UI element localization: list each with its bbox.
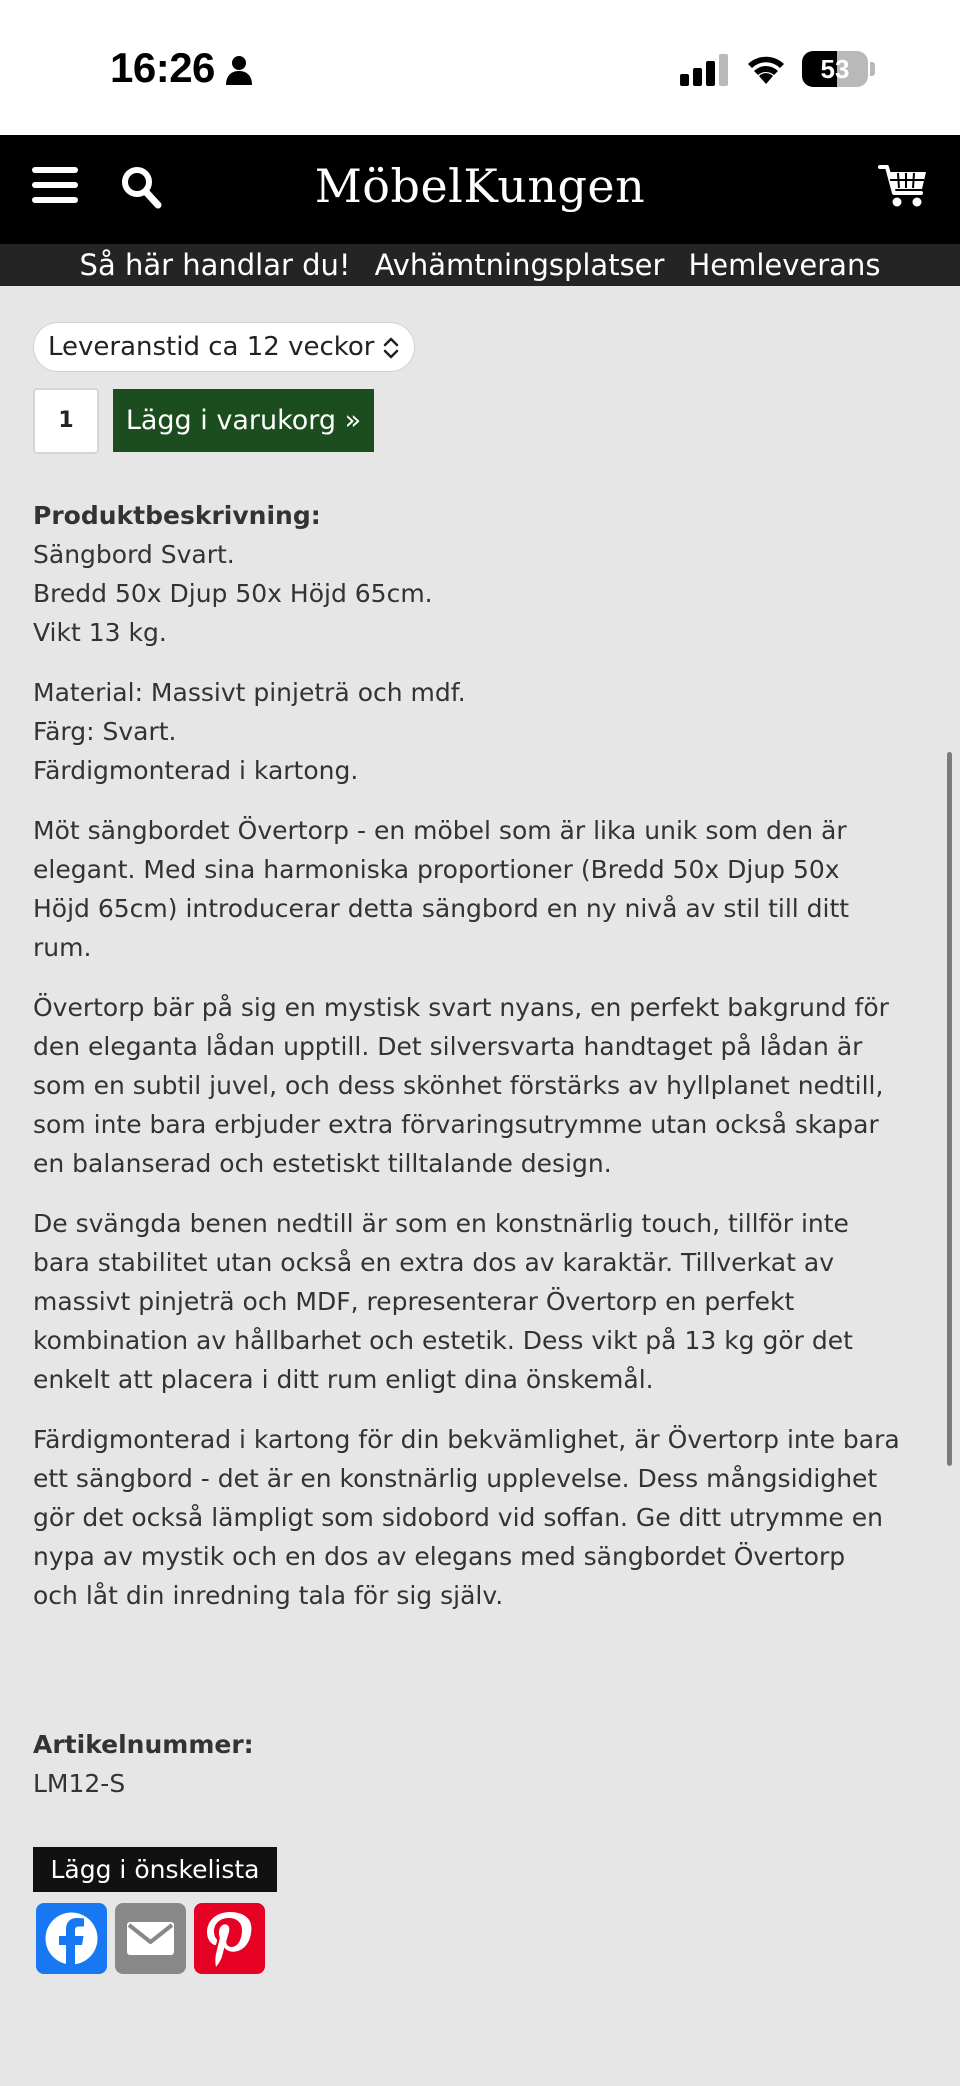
paragraph-line: rum.	[33, 933, 92, 962]
material-line: Färg: Svart.	[33, 717, 177, 746]
article-number-value: LM12-S	[33, 1769, 126, 1798]
paragraph-line: Höjd 65cm) introducerar detta sängbord en ny nivå av stil till ditt	[33, 894, 850, 923]
battery-percent: 53	[820, 54, 850, 84]
paragraph-line: den eleganta lådan upptill. Det silversvarta handtaget på lådan är	[33, 1032, 863, 1061]
battery-icon	[802, 51, 868, 87]
material-line: Färdigmonterad i kartong.	[33, 756, 359, 785]
paragraph-line: Möt sängbordet Övertorp - en möbel som är lika unik som den är	[33, 816, 847, 845]
cellular-signal-icon	[680, 54, 730, 86]
battery-nub	[870, 62, 875, 76]
share-facebook-button[interactable]	[36, 1903, 107, 1974]
product-description	[33, 496, 933, 1636]
spec-line: Bredd 50x Djup 50x Höjd 65cm.	[33, 579, 433, 608]
material-line: Material: Massivt pinjeträ och mdf.	[33, 678, 466, 707]
paragraph-line: enkelt att placera i ditt rum enligt dina önskemål.	[33, 1365, 654, 1394]
cart-icon[interactable]	[878, 163, 928, 209]
paragraph-line: som en subtil juvel, och dess skönhet förstärks av hyllplanet nedtill,	[33, 1071, 884, 1100]
add-to-wishlist-button[interactable]: Lägg i önskelista	[33, 1847, 277, 1892]
facebook-icon	[36, 1903, 107, 1974]
paragraph-line: bara stabilitet utan också en extra dos av karaktär. Tillverkat av	[33, 1248, 834, 1277]
sub-navigation	[0, 244, 960, 286]
description-paragraph	[33, 811, 933, 967]
wifi-icon	[744, 50, 788, 86]
quantity-input[interactable]: 1	[33, 388, 99, 454]
paragraph-line: gör det också lämpligt som sidobord vid soffan. Ge ditt utrymme en	[33, 1503, 883, 1532]
description-specs	[33, 496, 933, 652]
email-icon	[115, 1903, 186, 1974]
article-number-label: Artikelnummer:	[33, 1730, 254, 1759]
subnav-pickup-points[interactable]: Avhämtningsplatser	[374, 248, 665, 282]
description-heading: Produktbeskrivning:	[33, 501, 321, 530]
paragraph-line: elegant. Med sina harmoniska proportioner (Bredd 50x Djup 50x	[33, 855, 840, 884]
paragraph-line: Färdigmonterad i kartong för din bekvämlighet, är Övertorp inte bara	[33, 1425, 900, 1454]
paragraph-line: som inte bara erbjuder extra förvaringsutrymme utan också skapar	[33, 1110, 879, 1139]
pinterest-icon	[194, 1903, 265, 1974]
person-icon	[224, 54, 254, 86]
article-number	[33, 1725, 254, 1803]
share-pinterest-button[interactable]	[194, 1903, 265, 1974]
paragraph-line: ett sängbord - det är en konstnärlig upplevelse. Dess mångsidighet	[33, 1464, 878, 1493]
scrollbar[interactable]	[947, 752, 952, 1466]
description-paragraph	[33, 1420, 933, 1615]
spec-line: Vikt 13 kg.	[33, 618, 167, 647]
spec-line: Sängbord Svart.	[33, 540, 235, 569]
paragraph-line: nypa av mystik och en dos av elegans med sängbordet Övertorp	[33, 1542, 846, 1571]
share-email-button[interactable]	[115, 1903, 186, 1974]
status-time: 16:26	[110, 44, 215, 91]
description-paragraph	[33, 988, 933, 1183]
site-header	[0, 135, 960, 244]
paragraph-line: en balanserad och estetiskt tilltalande design.	[33, 1149, 612, 1178]
status-bar	[0, 0, 960, 135]
subnav-how-to-shop[interactable]: Så här handlar du!	[79, 248, 351, 282]
add-to-cart-button[interactable]: Lägg i varukorg »	[113, 389, 374, 452]
chevron-up-down-icon	[382, 335, 400, 361]
paragraph-line: och låt din inredning tala för sig själv.	[33, 1581, 504, 1610]
paragraph-line: kombination av hållbarhet och estetik. Dess vikt på 13 kg gör det	[33, 1326, 853, 1355]
paragraph-line: De svängda benen nedtill är som en konstnärlig touch, tillför inte	[33, 1209, 849, 1238]
paragraph-line: Övertorp bär på sig en mystisk svart nyans, en perfekt bakgrund för	[33, 993, 889, 1022]
description-paragraph	[33, 1204, 933, 1399]
subnav-home-delivery[interactable]: Hemleverans	[688, 248, 881, 282]
description-material	[33, 673, 933, 790]
delivery-time-select[interactable]	[33, 322, 415, 372]
paragraph-line: massivt pinjeträ och MDF, representerar Övertorp en perfekt	[33, 1287, 795, 1316]
delivery-time-value: Leveranstid ca 12 veckor	[48, 332, 375, 362]
site-logo[interactable]: MöbelKungen	[314, 159, 646, 213]
